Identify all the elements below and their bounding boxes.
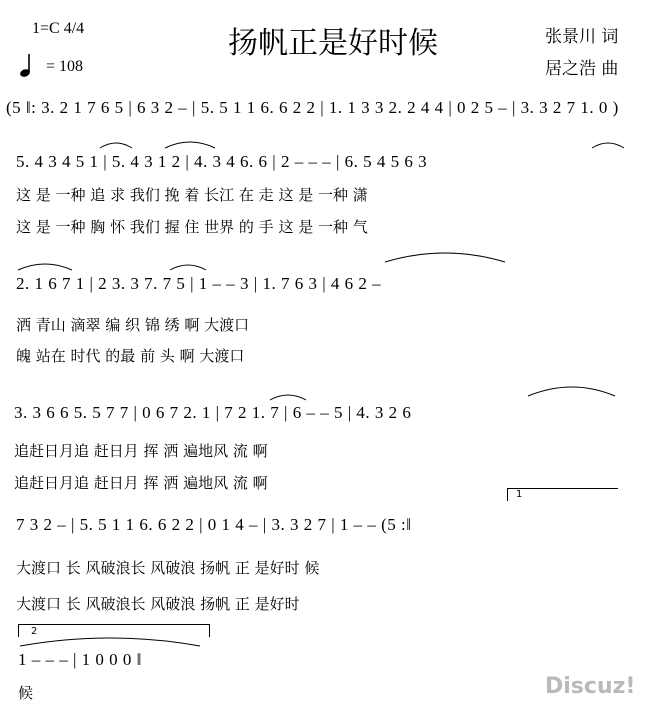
watermark: Discuz! (545, 674, 636, 699)
score-row-4-lyrics-verse1: 追赶日月追 赶日月 挥 洒 遍地风 流 啊 (14, 442, 268, 460)
first-ending-number: 1 (516, 489, 523, 500)
score-row-6-notes: 1 – – – | 1 0 0 0 ‖ (18, 650, 142, 669)
slur-arc (18, 264, 72, 270)
score-row-3-notes: 2. 1 6 7 1 | 2 3. 3 7. 7 5 | 1 – – 3 | 1. 7 6 3 | 4 6 2 – (16, 274, 382, 293)
song-title: 扬帆正是好时候 (228, 26, 438, 61)
slur-arc (100, 143, 132, 148)
score-row-4-lyrics-verse2: 追赶日月追 赶日月 挥 洒 遍地风 流 啊 (14, 474, 268, 492)
slur-arc (270, 395, 306, 400)
score-row-3-lyrics-verse2: 魄 站在 时代 的最 前 头 啊 大渡口 (16, 347, 245, 365)
key-signature: 1=C 4/4 (32, 20, 85, 37)
score-row-1-notes: (5 ‖: 3. 2 1 7 6 5 | 6 3 2 – | 5. 5 1 1 6. 6 2 2 | 1. 1 3 3 2. 2 4 4 | 0 2 5 – | 3. 3 2 7 1. 0 ) (6, 98, 619, 117)
score-row-2-notes: 5. 4 3 4 5 1 | 5. 4 3 1 2 | 4. 3 4 6. 6 | 2 – – – | 6. 5 4 5 6 3 (16, 152, 428, 171)
slur-arc (592, 143, 624, 148)
score-row-5-lyrics-verse2: 大渡口 长 风破浪长 风破浪 扬帆 正 是好时 (16, 595, 300, 613)
second-ending-number: 2 (31, 626, 38, 637)
score-row-5-lyrics-verse1: 大渡口 长 风破浪长 风破浪 扬帆 正 是好时 候 (16, 559, 320, 577)
score-row-3-lyrics-verse1: 洒 青山 滴翠 编 织 锦 绣 啊 大渡口 (16, 316, 250, 334)
score-row-4-notes: 3. 3 6 6 5. 5 7 7 | 0 6 7 2. 1 | 7 2 1. 7 | 6 – – 5 | 4. 3 2 6 (14, 403, 412, 422)
tempo-marking: = 108 (46, 58, 84, 75)
slur-arc (528, 387, 615, 396)
score-row-6-lyrics-verse1: 候 (18, 684, 34, 702)
slur-arc (170, 265, 206, 270)
slur-arc (20, 638, 200, 646)
slur-arc (165, 142, 215, 148)
score-row-5-notes: 7 3 2 – | 5. 5 1 1 6. 6 2 2 | 0 1 4 – | 3. 3 2 7 | 1 – – (5 :‖ (16, 515, 412, 534)
score-row-2-lyrics-verse1: 这 是 一种 追 求 我们 挽 着 长江 在 走 这 是 一种 潇 (16, 186, 368, 204)
slur-arc (385, 253, 505, 262)
score-row-2-lyrics-verse2: 这 是 一种 胸 怀 我们 握 住 世界 的 手 这 是 一种 气 (16, 218, 368, 236)
composer-credit: 居之浩 曲 (545, 59, 619, 79)
lyricist-credit: 张景川 词 (545, 27, 619, 47)
